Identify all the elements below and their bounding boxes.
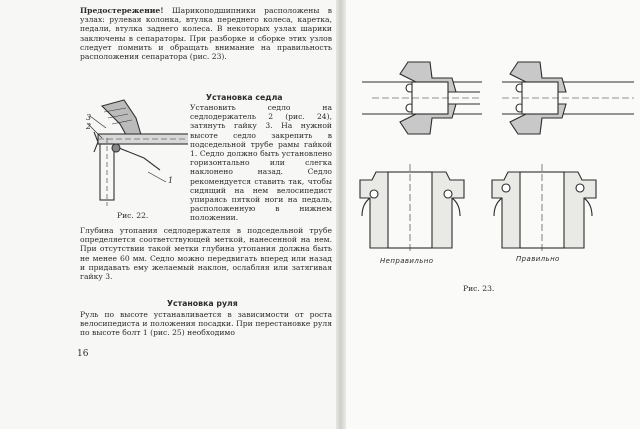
depth-paragraph: Глубина утопания седлодержателя в подседельной трубе определяется соответствующей меткой, нанесенной на нем. При отсутствии такой метки глубина утопания должна быть не менее 60 мм. Седло можно передвигать вперед или назад и придавать ему желаемый наклон, ослабляя или затягивая гайку 3.: [80, 226, 332, 282]
book-gutter: [336, 0, 346, 429]
figure-23-caption: Рис. 23.: [463, 284, 495, 293]
figure-22-caption: Рис. 22.: [117, 211, 149, 220]
warning-lead: Предостережение!: [80, 6, 164, 15]
figure-23-bearing-separators: [352, 48, 640, 254]
handlebar-paragraph: Руль по высоте устанавливается в зависимости от роста велосипедиста и положения посадки. При перестановке руля по высоте болт 1 (рис. 25) необходимо: [80, 310, 332, 338]
saddle-paragraph: Установить седло на седлодержатель 2 (рис. 24), затянуть гайку 3. На нужной высоте седло закрепить в подседельной трубе рамы гайкой 1. Седло должно быть установлено горизонтально или слегка наклонено назад. Седло рекомендуется ставить так, чтобы сидящий на нем велосипедист упираясь пяткой ноги на педаль, расположенную в нижнем положении.: [190, 103, 332, 223]
fig22-label-3: 3: [86, 113, 92, 122]
warning-paragraph: [80, 6, 332, 61]
section-title-handlebar: Установка руля: [167, 299, 238, 308]
page-number: 16: [77, 349, 89, 359]
label-correct: Правильно: [516, 255, 560, 263]
figure-22-saddle-clamp: [84, 98, 188, 210]
warning-text: Шарикоподшипники расположены в узлах: рулевая колонка, втулка переднего колеса, каретка, педали, втулка заднего колеса. В некоторых узлах шарики заключены в сепараторы. При разборке и сборке этих узлов следует помнить и обращать внимание на правильность расположения сепаратора (рис. 23).: [80, 6, 332, 62]
fig22-label-2: 2: [86, 122, 92, 131]
fig22-label-1: 1: [168, 176, 174, 185]
section-title-saddle: Установка седла: [206, 93, 283, 102]
label-incorrect: Неправильно: [380, 257, 434, 265]
